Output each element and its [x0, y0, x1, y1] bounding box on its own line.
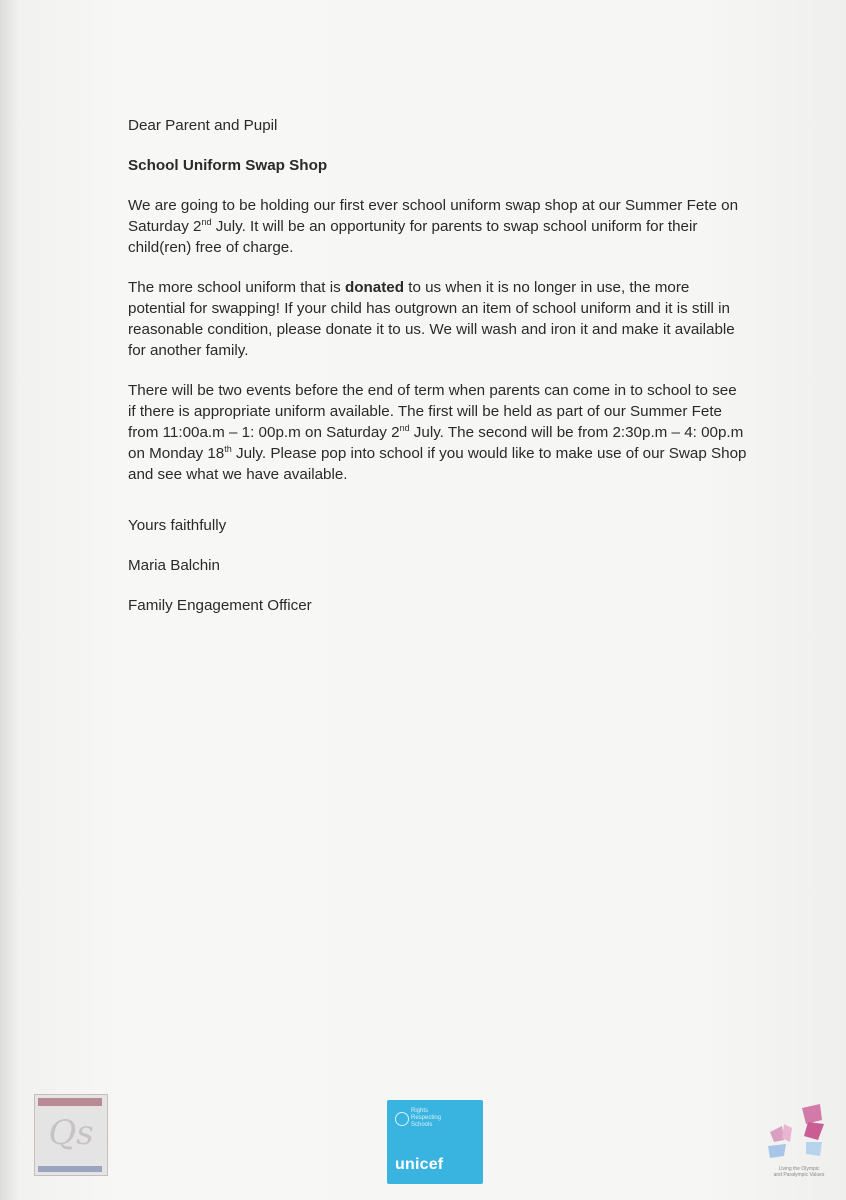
- unicef-globe-icon: [395, 1112, 409, 1126]
- paragraph-donations: The more school uniform that is donated to us when it is no longer in use, the more potential for swapping! If your child has outgrown an item of school uniform and it is still in reasonable condition, please donate it to us. We will wash and iron it and make it available for another family.: [128, 279, 735, 359]
- greeting: Dear Parent and Pupil: [128, 117, 278, 134]
- unicef-wordmark: unicef: [395, 1156, 444, 1173]
- logo-band-top: [38, 1098, 102, 1106]
- london-caption: Living the Olympic and Paralympic Values: [773, 1166, 825, 1178]
- signatory-name: Maria Balchin: [128, 557, 221, 574]
- unicef-tagline: Rights Respecting Schools: [411, 1108, 442, 1128]
- signatory-role: Family Engagement Officer: [128, 597, 312, 614]
- letter-body: [128, 115, 748, 635]
- signoff: Yours faithfully: [128, 517, 227, 534]
- unicef-rights-respecting-logo: [387, 1100, 483, 1184]
- closing: [128, 515, 748, 616]
- london-2012-emblem-icon: [762, 1102, 832, 1164]
- qs-mark: Qs: [48, 1113, 94, 1153]
- letter-heading: School Uniform Swap Shop: [128, 157, 328, 174]
- logo-band-bottom: [38, 1166, 102, 1172]
- paragraph-events: There will be two events before the end of term when parents can come in to school to see if there is appropriate uniform available. The first will be held as part of our Summer Fete from 11:00a.m – 1: 00p.m on Saturday 2nd July. The second will be from 2:30p.m – 4: 00p.m on Monday 18th July. Please pop into school if you would like to make use of our Swap Shop and see what we have available.: [128, 382, 747, 483]
- paragraph-intro: We are going to be holding our first ever school uniform swap shop at our Summer Fete on Saturday 2nd July. It will be an opportunity for parents to swap school uniform for their child(ren) free of charge.: [128, 197, 739, 256]
- london-2012-values-logo: [762, 1102, 832, 1184]
- quality-school-logo: [34, 1094, 108, 1176]
